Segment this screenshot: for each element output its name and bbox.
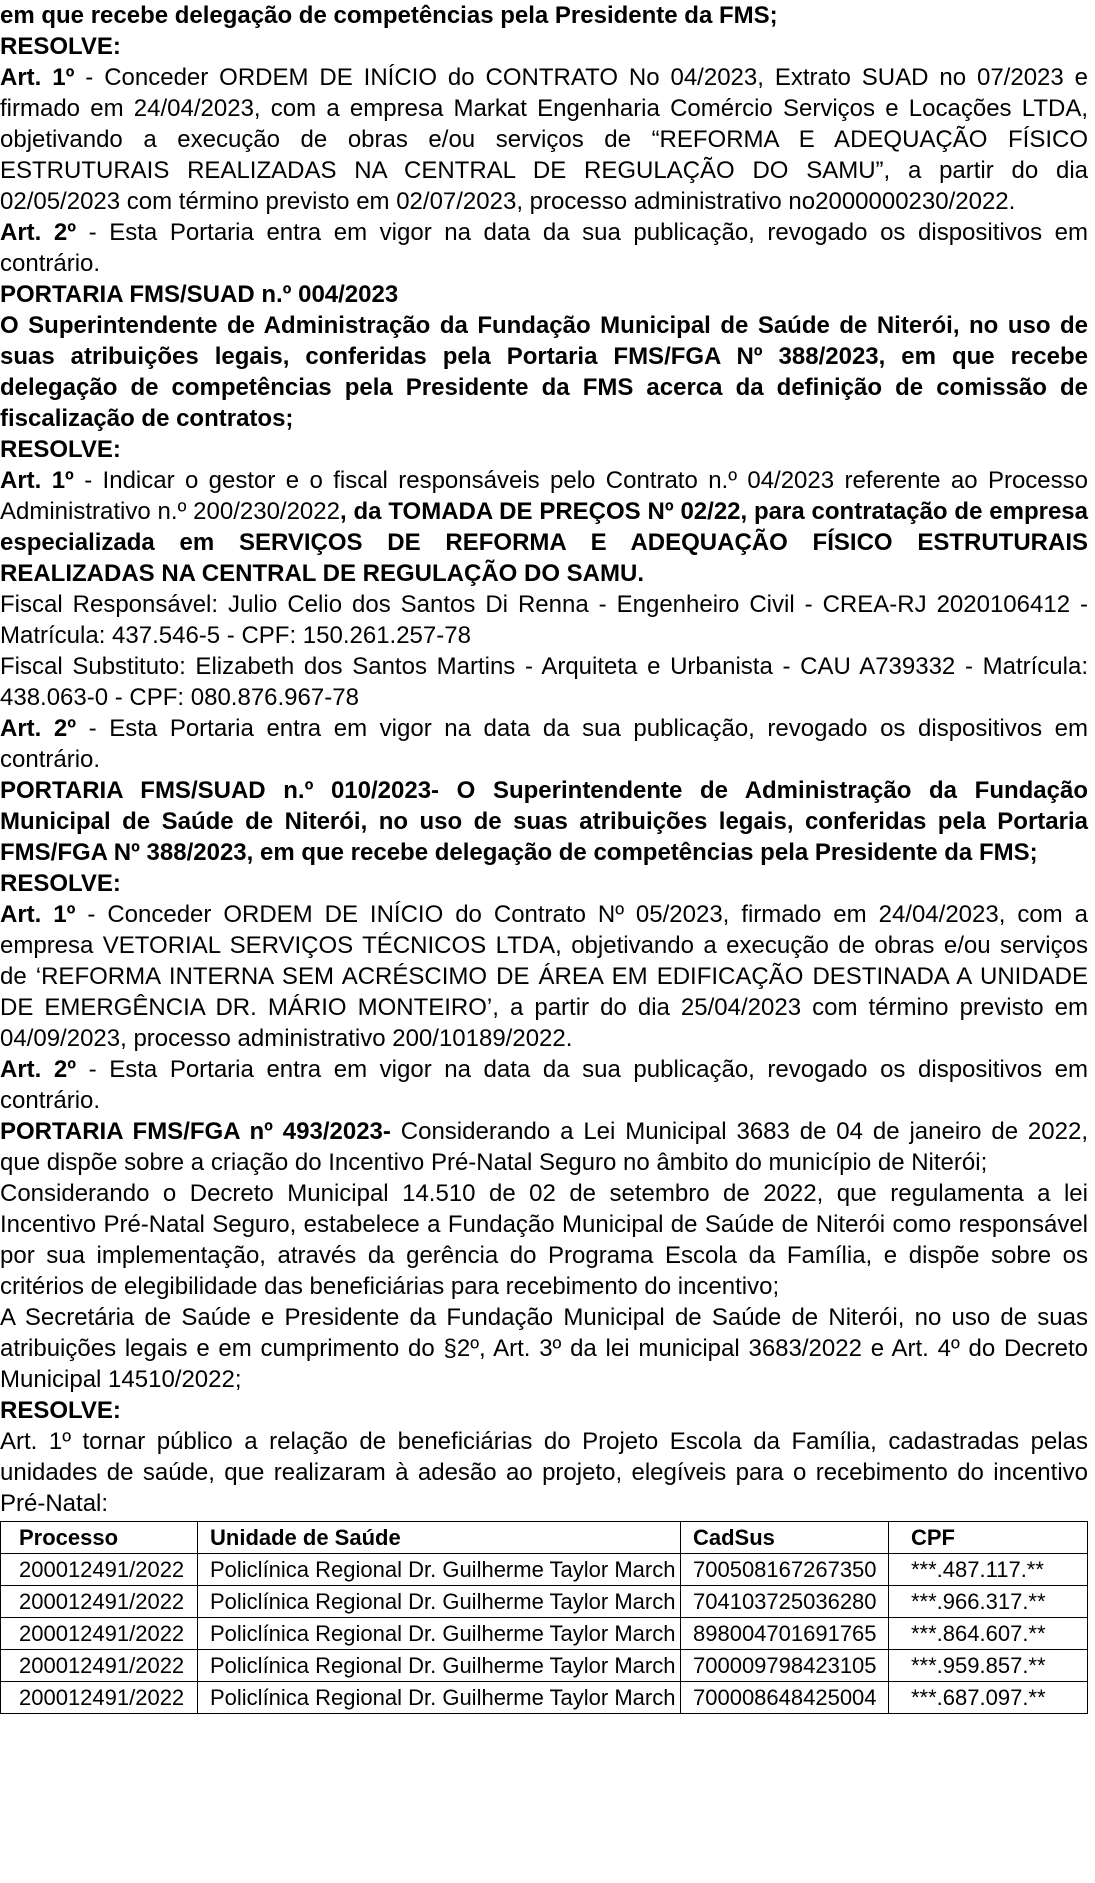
- block1-art1: [0, 62, 1088, 217]
- art-label: Art. 2º: [0, 1056, 77, 1083]
- block2-art2-text: - Esta Portaria entra em vigor na data da sua publicação, revogado os dispositivos em contrário.: [0, 715, 1088, 773]
- block3-art1: [0, 899, 1088, 1054]
- block1-art1-text: - Conceder ORDEM DE INÍCIO do CONTRATO No 04/2023, Extrato SUAD no 07/2023 e firmado em 24/04/2023, com a empresa Markat Engenharia Comércio Serviços e Locações LTDA, objetivando a execução de obras e/ou serviços de “REFORMA E ADEQUAÇÃO FÍSICO ESTRUTURAIS REALIZADAS NA CENTRAL DE REGULAÇÃO DO SAMU”, a partir do dia 02/05/2023 com término previsto em 02/07/2023, processo administrativo no2000000230/2022.: [0, 64, 1088, 215]
- cell-processo: 200012491/2022: [1, 1618, 198, 1650]
- header-cadsus: CadSus: [681, 1522, 889, 1554]
- resolve-heading: RESOLVE:: [0, 1397, 121, 1424]
- cell-cpf: ***.959.857.**: [889, 1650, 1088, 1682]
- cell-cadsus: 898004701691765: [681, 1618, 889, 1650]
- block1-art2-text: - Esta Portaria entra em vigor na data da sua publicação, revogado os dispositivos em contrário.: [0, 219, 1088, 277]
- block3-art1-text: - Conceder ORDEM DE INÍCIO do Contrato Nº 05/2023, firmado em 24/04/2023, com a empresa VETORIAL SERVIÇOS TÉCNICOS LTDA, objetivando a execução de obras e/ou serviços de ‘REFORMA INTERNA SEM ACRÉSCIMO DE ÁREA EM EDIFICAÇÃO DESTINADA A UNIDADE DE EMERGÊNCIA DR. MÁRIO MONTEIRO’, a partir do dia 25/04/2023 com término previsto em 04/09/2023, processo administrativo 200/10189/2022.: [0, 901, 1088, 1052]
- block1-art2: [0, 217, 1088, 279]
- cell-unidade: Policlínica Regional Dr. Guilherme Taylor March: [198, 1586, 681, 1618]
- block2-art1-bold: , da TOMADA DE PREÇOS Nº 02/22, para contratação de empresa especializada em SERVIÇOS DE REFORMA E ADEQUAÇÃO FÍSICO ESTRUTURAIS REALIZADAS NA CENTRAL DE REGULAÇÃO DO SAMU.: [0, 498, 1088, 587]
- table-header-row: [1, 1522, 1088, 1554]
- block4-art1: Art. 1º tornar público a relação de beneficiárias do Projeto Escola da Família, cadastradas pelas unidades de saúde, que realizaram à adesão ao projeto, elegíveis para o recebimento do incentivo Pré-Natal:: [0, 1428, 1088, 1517]
- block3-art2: [0, 1054, 1088, 1116]
- cell-processo: 200012491/2022: [1, 1650, 198, 1682]
- cell-processo: 200012491/2022: [1, 1682, 198, 1714]
- header-cpf: CPF: [889, 1522, 1088, 1554]
- table-row: [1, 1618, 1088, 1650]
- fiscal-substituto: Fiscal Substituto: Elizabeth dos Santos Martins - Arquiteta e Urbanista - CAU A739332 - Matrícula: 438.063-0 - CPF: 080.876.967-78: [0, 653, 1088, 711]
- block4-intro: [0, 1116, 1088, 1178]
- top-line: em que recebe delegação de competências pela Presidente da FMS;: [0, 2, 778, 29]
- cell-cpf: ***.687.097.**: [889, 1682, 1088, 1714]
- cell-cadsus: 704103725036280: [681, 1586, 889, 1618]
- header-processo: Processo: [1, 1522, 198, 1554]
- block2-preamble: O Superintendente de Administração da Fundação Municipal de Saúde de Niterói, no uso de suas atribuições legais, conferidas pela Portaria FMS/FGA Nº 388/2023, em que recebe delegação de competências pela Presidente da FMS acerca da definição de comissão de fiscalização de contratos;: [0, 312, 1088, 432]
- block4-para3: A Secretária de Saúde e Presidente da Fundação Municipal de Saúde de Niterói, no uso de suas atribuições legais e em cumprimento do §2º, Art. 3º da lei municipal 3683/2022 e Art. 4º do Decreto Municipal 14510/2022;: [0, 1304, 1088, 1393]
- cell-unidade: Policlínica Regional Dr. Guilherme Taylor March: [198, 1618, 681, 1650]
- art-label: Art. 1º: [0, 64, 75, 91]
- cell-processo: 200012491/2022: [1, 1586, 198, 1618]
- art-label: Art. 2º: [0, 219, 77, 246]
- cell-cadsus: 700008648425004: [681, 1682, 889, 1714]
- art-label: Art. 1º: [0, 467, 74, 494]
- table-row: [1, 1682, 1088, 1714]
- cell-unidade: Policlínica Regional Dr. Guilherme Taylor March: [198, 1682, 681, 1714]
- art-label: Art. 2º: [0, 715, 77, 742]
- cell-cpf: ***.966.317.**: [889, 1586, 1088, 1618]
- block2-title: PORTARIA FMS/SUAD n.º 004/2023: [0, 281, 399, 308]
- cell-cpf: ***.487.117.**: [889, 1554, 1088, 1586]
- header-unidade: Unidade de Saúde: [198, 1522, 681, 1554]
- block2-art1: [0, 465, 1088, 589]
- cell-cadsus: 700009798423105: [681, 1650, 889, 1682]
- block3-art2-text: - Esta Portaria entra em vigor na data da sua publicação, revogado os dispositivos em contrário.: [0, 1056, 1088, 1114]
- resolve-heading: RESOLVE:: [0, 870, 121, 897]
- cell-cadsus: 700508167267350: [681, 1554, 889, 1586]
- cell-unidade: Policlínica Regional Dr. Guilherme Taylor March: [198, 1650, 681, 1682]
- table-row: [1, 1650, 1088, 1682]
- fiscal-responsavel: Fiscal Responsável: Julio Celio dos Santos Di Renna - Engenheiro Civil - CREA-RJ 2020106412 - Matrícula: 437.546-5 - CPF: 150.261.257-78: [0, 591, 1088, 649]
- table-row: [1, 1554, 1088, 1586]
- block2-art1-text: - Indicar o gestor e o fiscal responsáveis pelo Contrato n.º 04/2023 referente ao Processo Administrativo n.º 200/230/2022: [0, 467, 1089, 525]
- block4-title-rest: Considerando a Lei Municipal 3683 de 04 de janeiro de 2022, que dispõe sobre a criação do Incentivo Pré-Natal Seguro no âmbito do município de Niterói;: [0, 1118, 1088, 1176]
- block4-para2: Considerando o Decreto Municipal 14.510 de 02 de setembro de 2022, que regulamenta a lei Incentivo Pré-Natal Seguro, estabelece a Fundação Municipal de Saúde de Niterói como responsável por sua implementação, através da gerência do Programa Escola da Família, e dispõe sobre os critérios de elegibilidade das beneficiárias para recebimento do incentivo;: [0, 1180, 1088, 1300]
- resolve-heading: RESOLVE:: [0, 436, 121, 463]
- cell-unidade: Policlínica Regional Dr. Guilherme Taylor March: [198, 1554, 681, 1586]
- block4-title: PORTARIA FMS/FGA nº 493/2023-: [0, 1118, 391, 1145]
- art-label: Art. 1º: [0, 901, 76, 928]
- block3-title: PORTARIA FMS/SUAD n.º 010/2023- O Superintendente de Administração da Fundação Municipal de Saúde de Niterói, no uso de suas atribuições legais, conferidas pela Portaria FMS/FGA Nº 388/2023, em que recebe delegação de competências pela Presidente da FMS;: [0, 777, 1088, 866]
- block2-art2: [0, 713, 1088, 775]
- cell-processo: 200012491/2022: [1, 1554, 198, 1586]
- resolve-heading: RESOLVE:: [0, 33, 121, 60]
- cell-cpf: ***.864.607.**: [889, 1618, 1088, 1650]
- beneficiaries-table: [0, 1521, 1088, 1714]
- table-row: [1, 1586, 1088, 1618]
